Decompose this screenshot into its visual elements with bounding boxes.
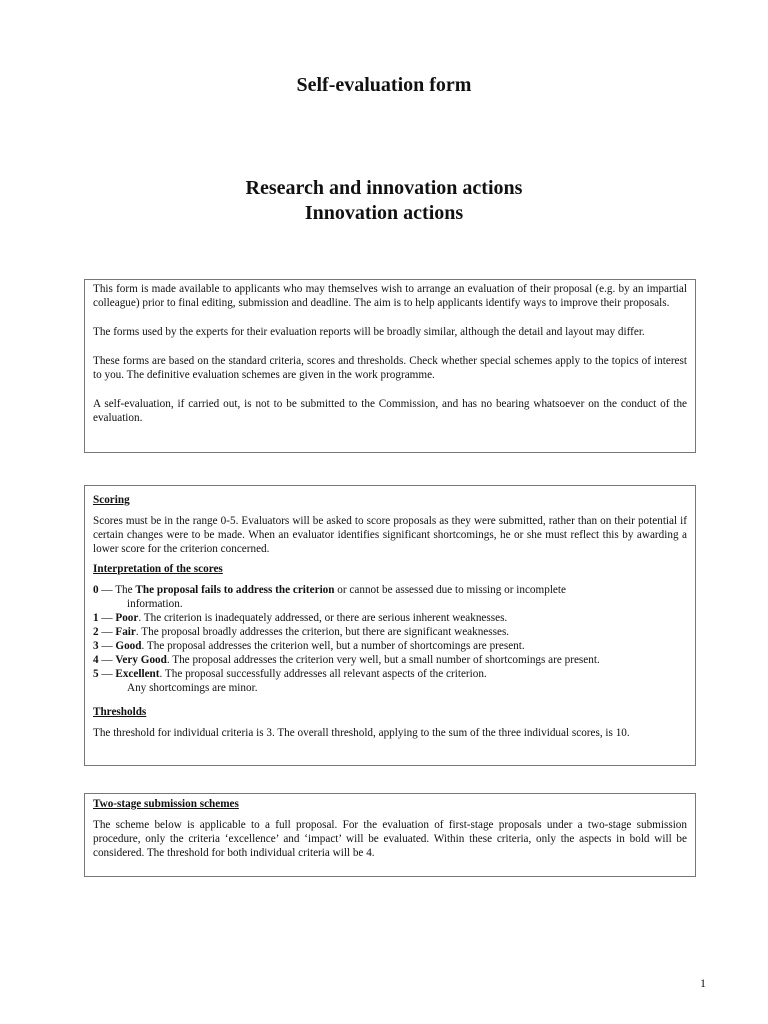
score-number: 3 xyxy=(93,640,99,652)
score-dash: — xyxy=(98,612,116,624)
intro-box xyxy=(84,279,696,453)
scoring-box xyxy=(84,485,696,766)
score-item-4 xyxy=(93,653,687,667)
score-label: Excellent xyxy=(115,668,160,680)
intro-paragraph-2: The forms used by the experts for their evaluation reports will be broadly similar, although the detail and layout may differ. xyxy=(93,326,645,338)
score-item-0 xyxy=(93,583,687,597)
score-list xyxy=(93,583,687,695)
score-dash: — xyxy=(98,626,116,638)
score-dash: — xyxy=(98,668,116,680)
two-stage-text: The scheme below is applicable to a full proposal. For the evaluation of first-stage proposals under a two-stage submission procedure, only the criteria ‘excellence’ and ‘impact’ will be evaluated. Within these criteria, only the aspects in bold will be considered. The threshold for both individual criteria will be 4. xyxy=(93,819,687,859)
intro-paragraph-3: These forms are based on the standard criteria, scores and thresholds. Check whether special schemes apply to the topics of interest to you. The definitive evaluation schemes are given in the work programme. xyxy=(93,355,687,381)
score-dash: — xyxy=(98,654,116,666)
score-number: 2 xyxy=(93,626,99,638)
score-label: Good xyxy=(115,640,142,652)
score-bold-text: The proposal fails to address the criterion xyxy=(135,584,335,596)
scoring-heading: Scoring xyxy=(93,494,130,506)
scoring-text: Scores must be in the range 0-5. Evaluators will be asked to score proposals as they were submitted, rather than on their potential if certain changes were to be made. When an evaluator identifies significant shortcomings, he or she must reflect this by awarding a lower score for the criterion concerned. xyxy=(93,515,687,555)
score-item-0-continuation: information. xyxy=(127,598,183,610)
score-label: Fair xyxy=(115,626,136,638)
score-label: Very Good xyxy=(115,654,167,666)
thresholds-heading: Thresholds xyxy=(93,706,147,718)
score-item-5-continuation: Any shortcomings are minor. xyxy=(127,682,258,694)
score-item-5 xyxy=(93,667,687,681)
subtitle-innovation: Innovation actions xyxy=(304,202,464,224)
score-label: Poor xyxy=(115,612,139,624)
subtitle-research-innovation: Research and innovation actions xyxy=(245,177,523,199)
score-item-3 xyxy=(93,639,687,653)
score-item-1 xyxy=(93,611,687,625)
score-text: . The criterion is inadequately addressed, or there are serious inherent weaknesses. xyxy=(138,612,508,624)
score-item-2 xyxy=(93,625,687,639)
intro-paragraph-4: A self-evaluation, if carried out, is not to be submitted to the Commission, and has no bearing whatsoever on the conduct of the evaluation. xyxy=(93,398,687,424)
score-number: 0 xyxy=(93,584,99,596)
two-stage-box xyxy=(84,793,696,877)
score-number: 1 xyxy=(93,612,99,624)
intro-paragraph-1: This form is made available to applicants who may themselves wish to arrange an evaluation of their proposal (e.g. by an impartial colleague) prior to final editing, submission and deadline. The aim is to help applicants identify ways to improve their proposals. xyxy=(93,283,687,309)
interpretation-heading: Interpretation of the scores xyxy=(93,563,223,575)
score-text: . The proposal addresses the criterion well, but a number of shortcomings are present. xyxy=(141,640,525,652)
score-number: 4 xyxy=(93,654,99,666)
score-text: . The proposal addresses the criterion very well, but a small number of shortcomings are present. xyxy=(166,654,600,666)
page-title: Self-evaluation form xyxy=(296,74,472,96)
score-number: 5 xyxy=(93,668,99,680)
score-prefix: The xyxy=(115,584,136,596)
score-text: or cannot be assessed due to missing or incomplete xyxy=(334,584,566,596)
score-dash: — xyxy=(98,584,116,596)
page-number: 1 xyxy=(700,976,706,990)
two-stage-heading: Two-stage submission schemes xyxy=(93,798,239,810)
score-text: . The proposal broadly addresses the criterion, but there are significant weaknesses. xyxy=(135,626,510,638)
thresholds-text: The threshold for individual criteria is 3. The overall threshold, applying to the sum of the three individual scores, is 10. xyxy=(93,727,630,739)
score-text: . The proposal successfully addresses all relevant aspects of the criterion. xyxy=(159,668,487,680)
score-dash: — xyxy=(98,640,116,652)
